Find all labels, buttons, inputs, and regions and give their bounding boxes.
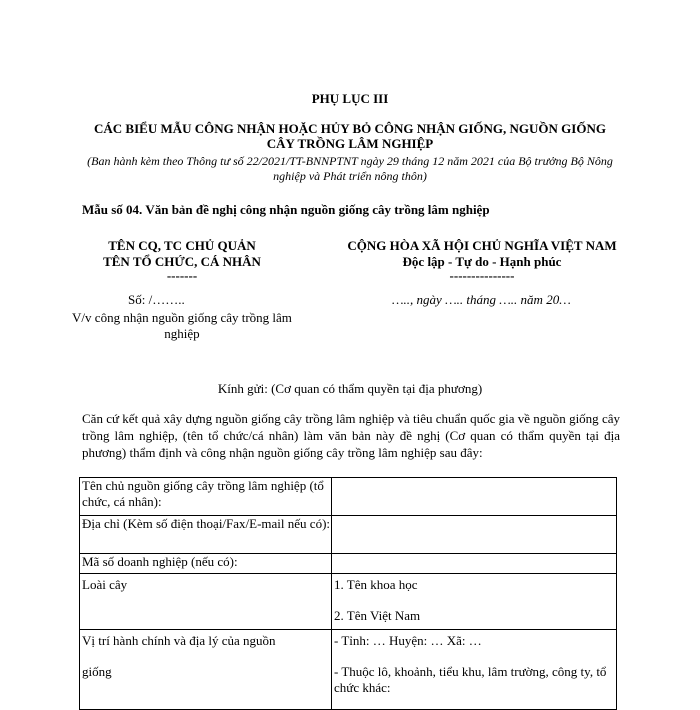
owner-name-value	[332, 478, 617, 516]
national-header	[262, 238, 700, 270]
table-row	[80, 574, 617, 630]
species-label: Loài cây	[80, 574, 332, 630]
vietnamese-name-line: 2. Tên Việt Nam	[334, 608, 421, 623]
body-paragraph: Căn cứ kết quả xây dựng nguồn giống cây trồng lâm nghiệp và tiêu chuẩn quốc gia về nguồn giống cây trồng lâm nghiệp, (tên tổ chức/cá nhân) làm văn bản này đề nghị (Cơ quan có thẩm quyền tại địa phương) thẩm định và công nhận nguồn giống cây trồng lâm nghiệp sau đây:	[82, 411, 620, 460]
table-row	[80, 554, 617, 574]
recipient-line: Kính gửi: (Cơ quan có thẩm quyền tại địa phương)	[217, 381, 483, 396]
table-row	[80, 516, 617, 554]
document-title: CÁC BIỂU MẪU CÔNG NHẬN HOẶC HỦY BỎ CÔNG NHẬN GIỐNG, NGUỒN GIỐNG CÂY TRỒNG LÂM NGHIỆP	[94, 121, 606, 151]
business-code-value	[332, 554, 617, 574]
plot-compartment-line: - Thuộc lô, khoảnh, tiểu khu, lâm trường, công ty, tổ chức khác:	[334, 664, 607, 695]
location-label-line1: Vị trí hành chính và địa lý của nguồn	[82, 633, 276, 648]
national-motto: Độc lập - Tự do - Hạnh phúc	[402, 254, 562, 269]
issuance-note: (Ban hành kèm theo Thông tư số 22/2021/TT-BNNPTNT ngày 29 tháng 12 năm 2021 của Bộ trưởng Bộ Nông nghiệp và Phát triển nông thôn)	[87, 154, 613, 183]
date-line: ….., ngày ….. tháng ….. năm 20…	[392, 292, 571, 307]
province-district-commune-line: - Tỉnh: … Huyện: … Xã: …	[334, 633, 482, 648]
business-code-label: Mã số doanh nghiệp (nếu có):	[80, 554, 332, 574]
species-value	[332, 574, 617, 630]
address-value	[332, 516, 617, 554]
location-label	[80, 630, 332, 710]
agency-divider: -------	[166, 268, 198, 283]
seed-source-info-table	[79, 477, 617, 710]
motto-divider: ---------------	[449, 268, 515, 283]
table-row	[80, 478, 617, 516]
address-label: Địa chỉ (Kèm số điện thoại/Fax/E-mail nếu có):	[80, 516, 332, 554]
owner-name-label: Tên chủ nguồn giống cây trồng lâm nghiệp (tổ chức, cá nhân):	[80, 478, 332, 516]
agency-name: TÊN CQ, TC CHỦ QUẢN	[108, 238, 256, 253]
location-label-line2: giống	[82, 664, 112, 679]
location-value	[332, 630, 617, 710]
document-number: Số: /……..	[128, 292, 185, 307]
scientific-name-line: 1. Tên khoa học	[334, 577, 418, 592]
country-name: CỘNG HÒA XÃ HỘI CHỦ NGHĨA VIỆT NAM	[347, 238, 617, 253]
document-subject: V/v công nhận nguồn giống cây trồng lâm nghiệp	[72, 310, 292, 341]
appendix-heading: PHỤ LỤC III	[311, 91, 389, 106]
organization-name: TÊN TỔ CHỨC, CÁ NHÂN	[103, 254, 261, 269]
table-row	[80, 630, 617, 710]
form-number: Mẫu số 04. Văn bản đề nghị công nhận nguồn giống cây trồng lâm nghiệp	[82, 202, 490, 217]
agency-header	[72, 238, 292, 270]
